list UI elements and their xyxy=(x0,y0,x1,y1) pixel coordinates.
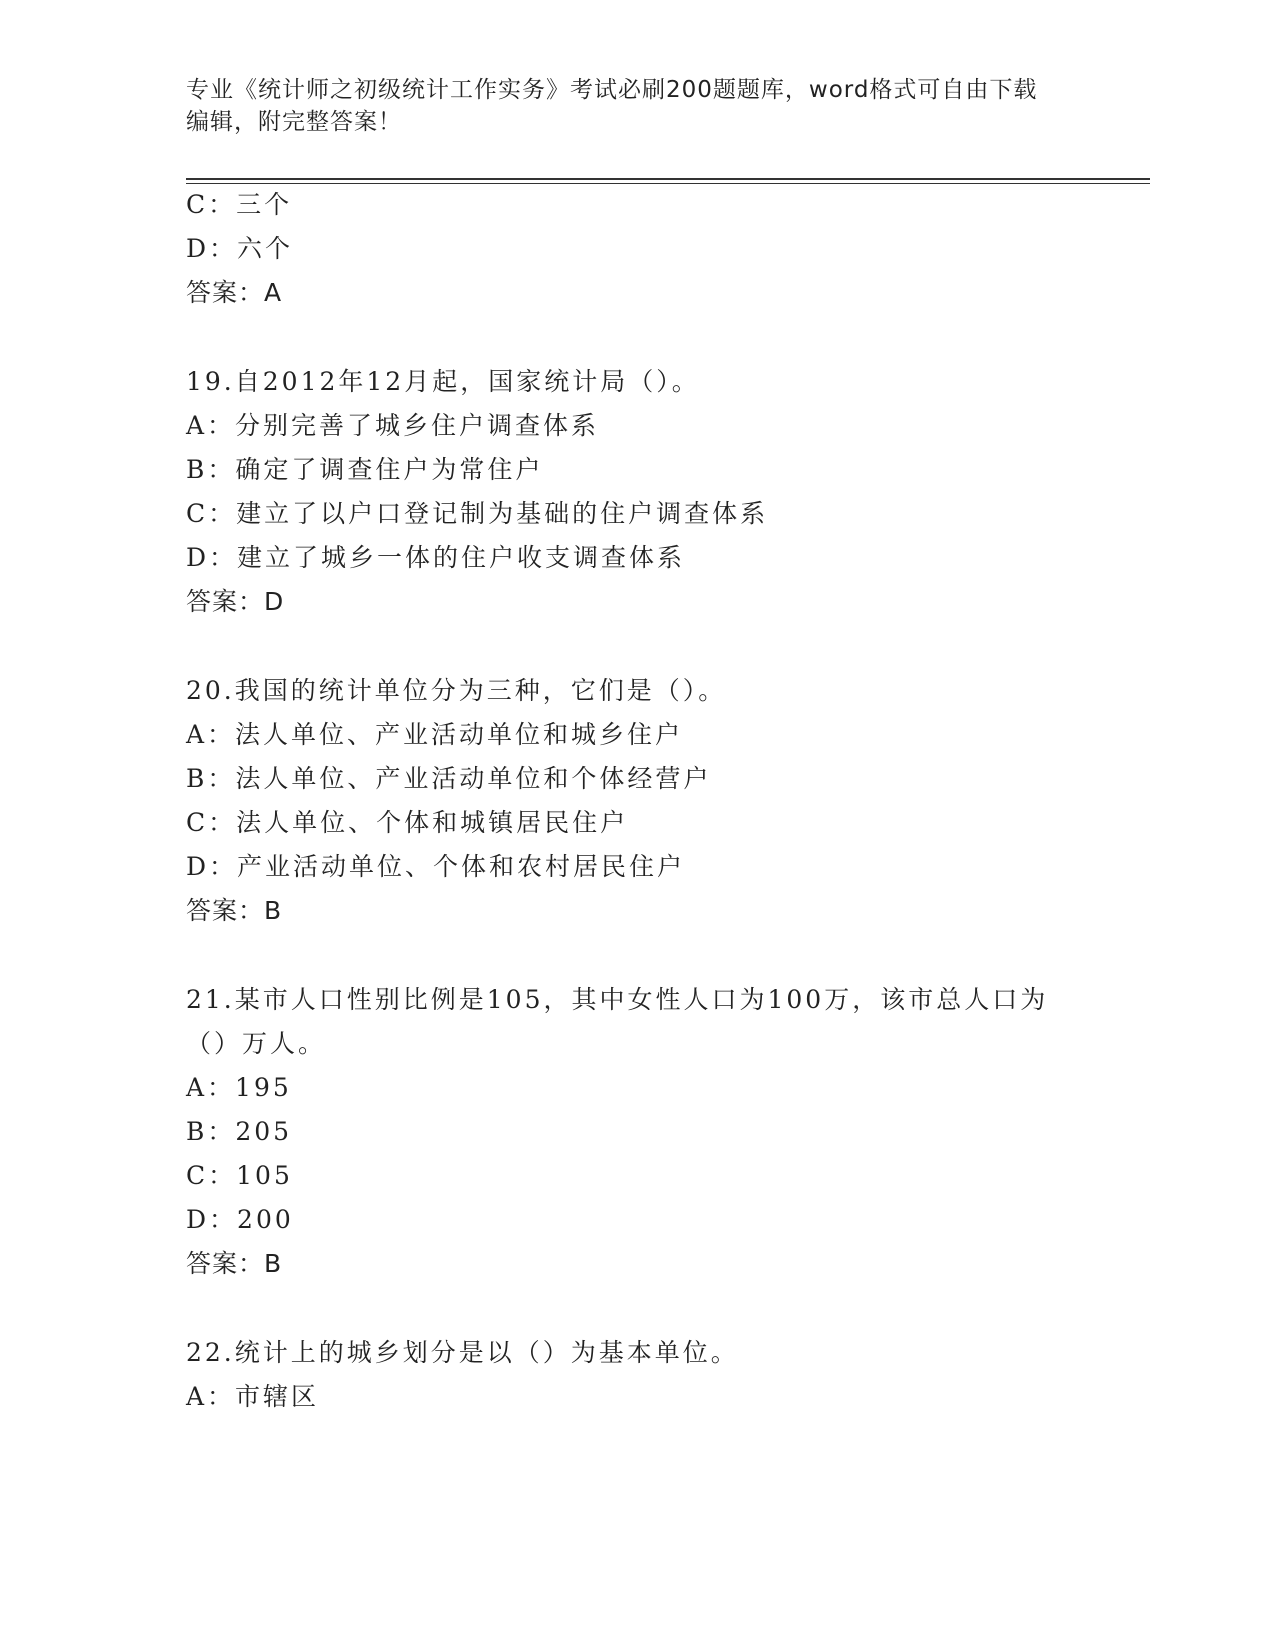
header-divider-thick xyxy=(186,178,1150,180)
q22-option-a: A：市辖区 xyxy=(186,1382,320,1411)
q20-option-d: D：产业活动单位、个体和农村居民住户 xyxy=(186,852,686,881)
q21-question: 21.某市人口性别比例是105，其中女性人口为100万，该市总人口为 xyxy=(186,985,1049,1014)
q21-option-a: A：195 xyxy=(186,1073,292,1102)
q20-option-a: A：法人单位、产业活动单位和城乡住户 xyxy=(186,720,684,749)
document-header xyxy=(186,74,1076,138)
q21-answer: 答案：B xyxy=(186,1249,283,1278)
q21-option-b: B：205 xyxy=(186,1117,293,1146)
q22-question: 22.统计上的城乡划分是以（）为基本单位。 xyxy=(186,1338,739,1367)
header-line-1: 专业《统计师之初级统计工作实务》考试必刷200题题库，word格式可自由下载 xyxy=(186,77,1038,103)
q19-question: 19.自2012年12月起，国家统计局（）。 xyxy=(186,367,700,396)
q19-option-a: A：分别完善了城乡住户调查体系 xyxy=(186,411,600,440)
q20-option-c: C：法人单位、个体和城镇居民住户 xyxy=(186,808,629,837)
q19-answer: 答案：D xyxy=(186,587,285,616)
q21-option-c: C：105 xyxy=(186,1161,293,1190)
q19-option-b: B：确定了调查住户为常住户 xyxy=(186,455,544,484)
q18-option-d: D：六个 xyxy=(186,234,294,263)
q20-question: 20.我国的统计单位分为三种，它们是（）。 xyxy=(186,676,727,705)
q18-option-c: C：三个 xyxy=(186,190,293,219)
header-divider-thin xyxy=(186,183,1150,184)
q19-option-d: D：建立了城乡一体的住户收支调查体系 xyxy=(186,543,686,572)
header-line-2: 编辑，附完整答案！ xyxy=(186,109,402,135)
q18-answer: 答案：A xyxy=(186,278,283,307)
q20-answer: 答案：B xyxy=(186,896,283,925)
q21-option-d: D：200 xyxy=(186,1205,294,1234)
q21-question-continued: （）万人。 xyxy=(186,1029,327,1058)
q19-option-c: C：建立了以户口登记制为基础的住户调查体系 xyxy=(186,499,769,528)
q20-option-b: B：法人单位、产业活动单位和个体经营户 xyxy=(186,764,712,793)
